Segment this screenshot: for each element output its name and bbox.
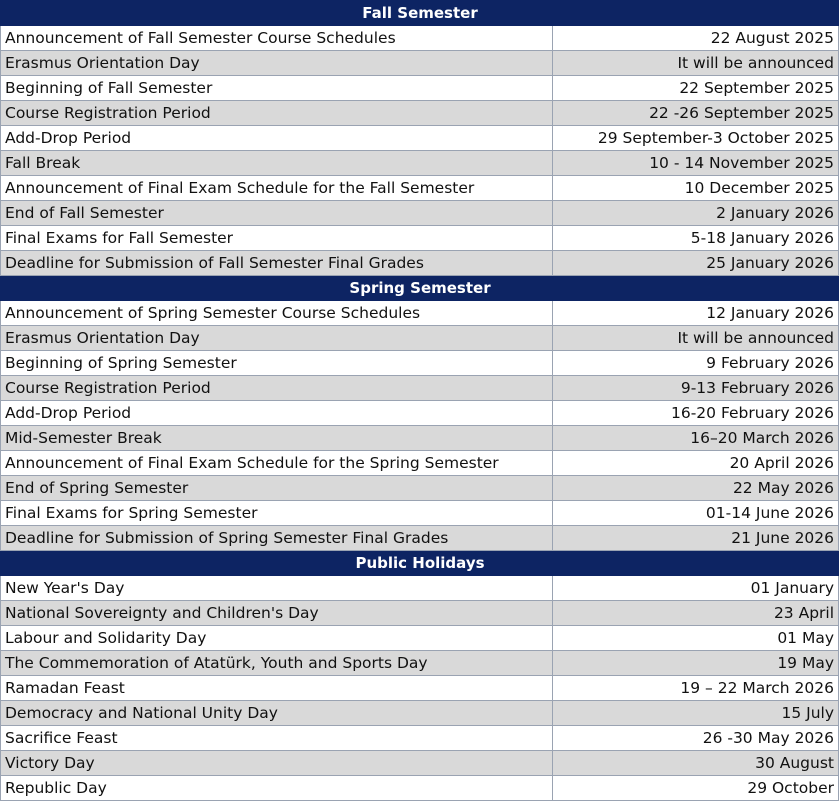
event-cell: Democracy and National Unity Day <box>1 701 553 726</box>
section-header-spring <box>1 276 839 301</box>
table-row <box>1 301 839 326</box>
table-row <box>1 251 839 276</box>
section-header-holidays <box>1 551 839 576</box>
table-row <box>1 651 839 676</box>
event-cell: Erasmus Orientation Day <box>1 326 553 351</box>
table-row <box>1 701 839 726</box>
date-cell: 01 May <box>553 626 839 651</box>
table-row <box>1 51 839 76</box>
section-title: Public Holidays <box>1 551 839 576</box>
date-cell: 22 -26 September 2025 <box>553 101 839 126</box>
date-cell: 21 June 2026 <box>553 526 839 551</box>
section-title: Spring Semester <box>1 276 839 301</box>
date-cell: 01 January <box>553 576 839 601</box>
table-row <box>1 601 839 626</box>
date-cell: 16–20 March 2026 <box>553 426 839 451</box>
table-row <box>1 526 839 551</box>
date-cell: 10 December 2025 <box>553 176 839 201</box>
section-header-fall <box>1 1 839 26</box>
date-cell: 2 January 2026 <box>553 201 839 226</box>
event-cell: Final Exams for Spring Semester <box>1 501 553 526</box>
date-cell: 30 August <box>553 751 839 776</box>
section-title: Fall Semester <box>1 1 839 26</box>
table-row <box>1 26 839 51</box>
table-row <box>1 476 839 501</box>
event-cell: Deadline for Submission of Spring Semester Final Grades <box>1 526 553 551</box>
table-row <box>1 326 839 351</box>
date-cell: 22 September 2025 <box>553 76 839 101</box>
table-row <box>1 451 839 476</box>
date-cell: 29 October <box>553 776 839 801</box>
event-cell: Announcement of Spring Semester Course Schedules <box>1 301 553 326</box>
date-cell: 15 July <box>553 701 839 726</box>
event-cell: Final Exams for Fall Semester <box>1 226 553 251</box>
date-cell: 9 February 2026 <box>553 351 839 376</box>
date-cell: 19 – 22 March 2026 <box>553 676 839 701</box>
table-row <box>1 151 839 176</box>
calendar-body <box>1 1 839 801</box>
event-cell: Announcement of Final Exam Schedule for the Fall Semester <box>1 176 553 201</box>
event-cell: Republic Day <box>1 776 553 801</box>
table-row <box>1 726 839 751</box>
table-row <box>1 126 839 151</box>
table-row <box>1 401 839 426</box>
date-cell: 22 August 2025 <box>553 26 839 51</box>
event-cell: Announcement of Fall Semester Course Schedules <box>1 26 553 51</box>
event-cell: Course Registration Period <box>1 376 553 401</box>
event-cell: Deadline for Submission of Fall Semester Final Grades <box>1 251 553 276</box>
table-row <box>1 176 839 201</box>
event-cell: Announcement of Final Exam Schedule for the Spring Semester <box>1 451 553 476</box>
event-cell: New Year's Day <box>1 576 553 601</box>
date-cell: 16-20 February 2026 <box>553 401 839 426</box>
event-cell: Beginning of Fall Semester <box>1 76 553 101</box>
date-cell: 23 April <box>553 601 839 626</box>
date-cell: 12 January 2026 <box>553 301 839 326</box>
date-cell: 5-18 January 2026 <box>553 226 839 251</box>
table-row <box>1 101 839 126</box>
event-cell: Erasmus Orientation Day <box>1 51 553 76</box>
date-cell: It will be announced <box>553 326 839 351</box>
table-row <box>1 626 839 651</box>
event-cell: Beginning of Spring Semester <box>1 351 553 376</box>
event-cell: Add-Drop Period <box>1 401 553 426</box>
event-cell: Labour and Solidarity Day <box>1 626 553 651</box>
date-cell: 20 April 2026 <box>553 451 839 476</box>
event-cell: Fall Break <box>1 151 553 176</box>
event-cell: National Sovereignty and Children's Day <box>1 601 553 626</box>
date-cell: 29 September-3 October 2025 <box>553 126 839 151</box>
event-cell: Ramadan Feast <box>1 676 553 701</box>
table-row <box>1 201 839 226</box>
table-row <box>1 676 839 701</box>
date-cell: 10 - 14 November 2025 <box>553 151 839 176</box>
event-cell: Sacrifice Feast <box>1 726 553 751</box>
date-cell: 25 January 2026 <box>553 251 839 276</box>
table-row <box>1 376 839 401</box>
table-row <box>1 226 839 251</box>
date-cell: 9-13 February 2026 <box>553 376 839 401</box>
event-cell: End of Spring Semester <box>1 476 553 501</box>
event-cell: Mid-Semester Break <box>1 426 553 451</box>
date-cell: 19 May <box>553 651 839 676</box>
table-row <box>1 576 839 601</box>
date-cell: It will be announced <box>553 51 839 76</box>
event-cell: The Commemoration of Atatürk, Youth and Sports Day <box>1 651 553 676</box>
table-row <box>1 76 839 101</box>
event-cell: Victory Day <box>1 751 553 776</box>
table-row <box>1 426 839 451</box>
event-cell: Course Registration Period <box>1 101 553 126</box>
event-cell: Add-Drop Period <box>1 126 553 151</box>
date-cell: 26 -30 May 2026 <box>553 726 839 751</box>
table-row <box>1 751 839 776</box>
date-cell: 22 May 2026 <box>553 476 839 501</box>
table-row <box>1 501 839 526</box>
event-cell: End of Fall Semester <box>1 201 553 226</box>
date-cell: 01-14 June 2026 <box>553 501 839 526</box>
table-row <box>1 351 839 376</box>
table-row <box>1 776 839 801</box>
